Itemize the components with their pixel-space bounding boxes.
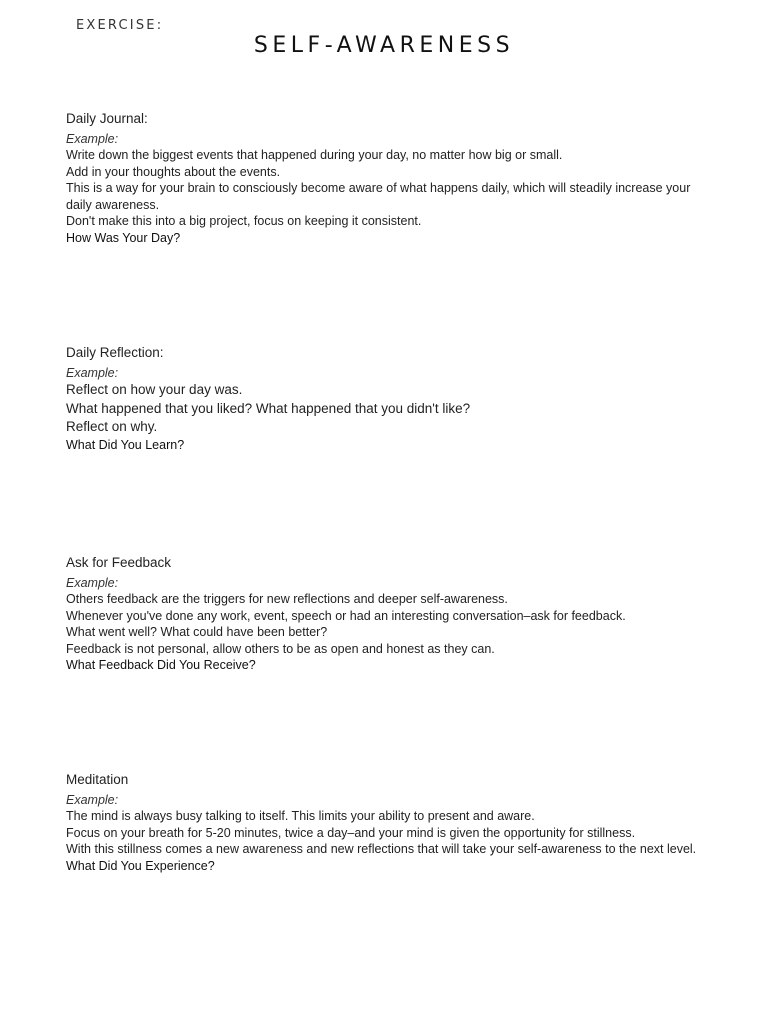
instruction-line: Feedback is not personal, allow others to be as open and honest as they can. xyxy=(66,641,495,656)
instruction-line: The mind is always busy talking to itself. This limits your ability to present and aware. xyxy=(66,809,535,823)
instruction-line: This is a way for your brain to consciously become aware of what happens daily, which will steadily increase your daily awareness. xyxy=(66,181,691,212)
instruction-line: Reflect on why. xyxy=(66,419,158,435)
section-title: Daily Reflection: xyxy=(66,345,164,360)
section-title: Meditation xyxy=(66,772,129,787)
exercise-label: EXERCISE: xyxy=(76,18,164,33)
section-ask-for-feedback xyxy=(66,555,706,674)
section-question: What Did You Learn? xyxy=(66,437,185,452)
section-title: Ask for Feedback xyxy=(66,555,172,570)
instruction-line: Write down the biggest events that happened during your day, no matter how big or small. xyxy=(66,148,563,162)
instruction-line: Don't make this into a big project, focus on keeping it consistent. xyxy=(66,214,422,229)
section-question: What Did You Experience? xyxy=(66,858,215,873)
instruction-line: Others feedback are the triggers for new reflections and deeper self-awareness. xyxy=(66,592,508,606)
instruction-line: What went well? What could have been better? xyxy=(66,625,328,640)
page-title: SELF-AWARENESS xyxy=(253,33,515,58)
section-title: Daily Journal: xyxy=(66,111,148,126)
section-daily-reflection xyxy=(66,345,706,453)
instruction-line: Whenever you've done any work, event, speech or had an interesting conversation–ask for feedback. xyxy=(66,608,626,623)
example-label: Example: xyxy=(66,366,119,380)
section-meditation xyxy=(66,772,706,874)
section-question: What Feedback Did You Receive? xyxy=(66,658,256,673)
example-label: Example: xyxy=(66,576,119,590)
instruction-line: Reflect on how your day was. xyxy=(66,382,243,397)
example-label: Example: xyxy=(66,132,119,146)
example-label: Example: xyxy=(66,793,119,807)
instruction-line: Focus on your breath for 5-20 minutes, twice a day–and your mind is given the opportunity for stillness. xyxy=(66,825,636,840)
section-daily-journal xyxy=(66,111,706,247)
section-question: How Was Your Day? xyxy=(66,230,181,245)
instruction-line: Add in your thoughts about the events. xyxy=(66,164,281,179)
instruction-line: What happened that you liked? What happened that you didn't like? xyxy=(66,400,471,416)
instruction-line: With this stillness comes a new awareness and new reflections that will take your self-awareness to the next level. xyxy=(66,842,697,857)
